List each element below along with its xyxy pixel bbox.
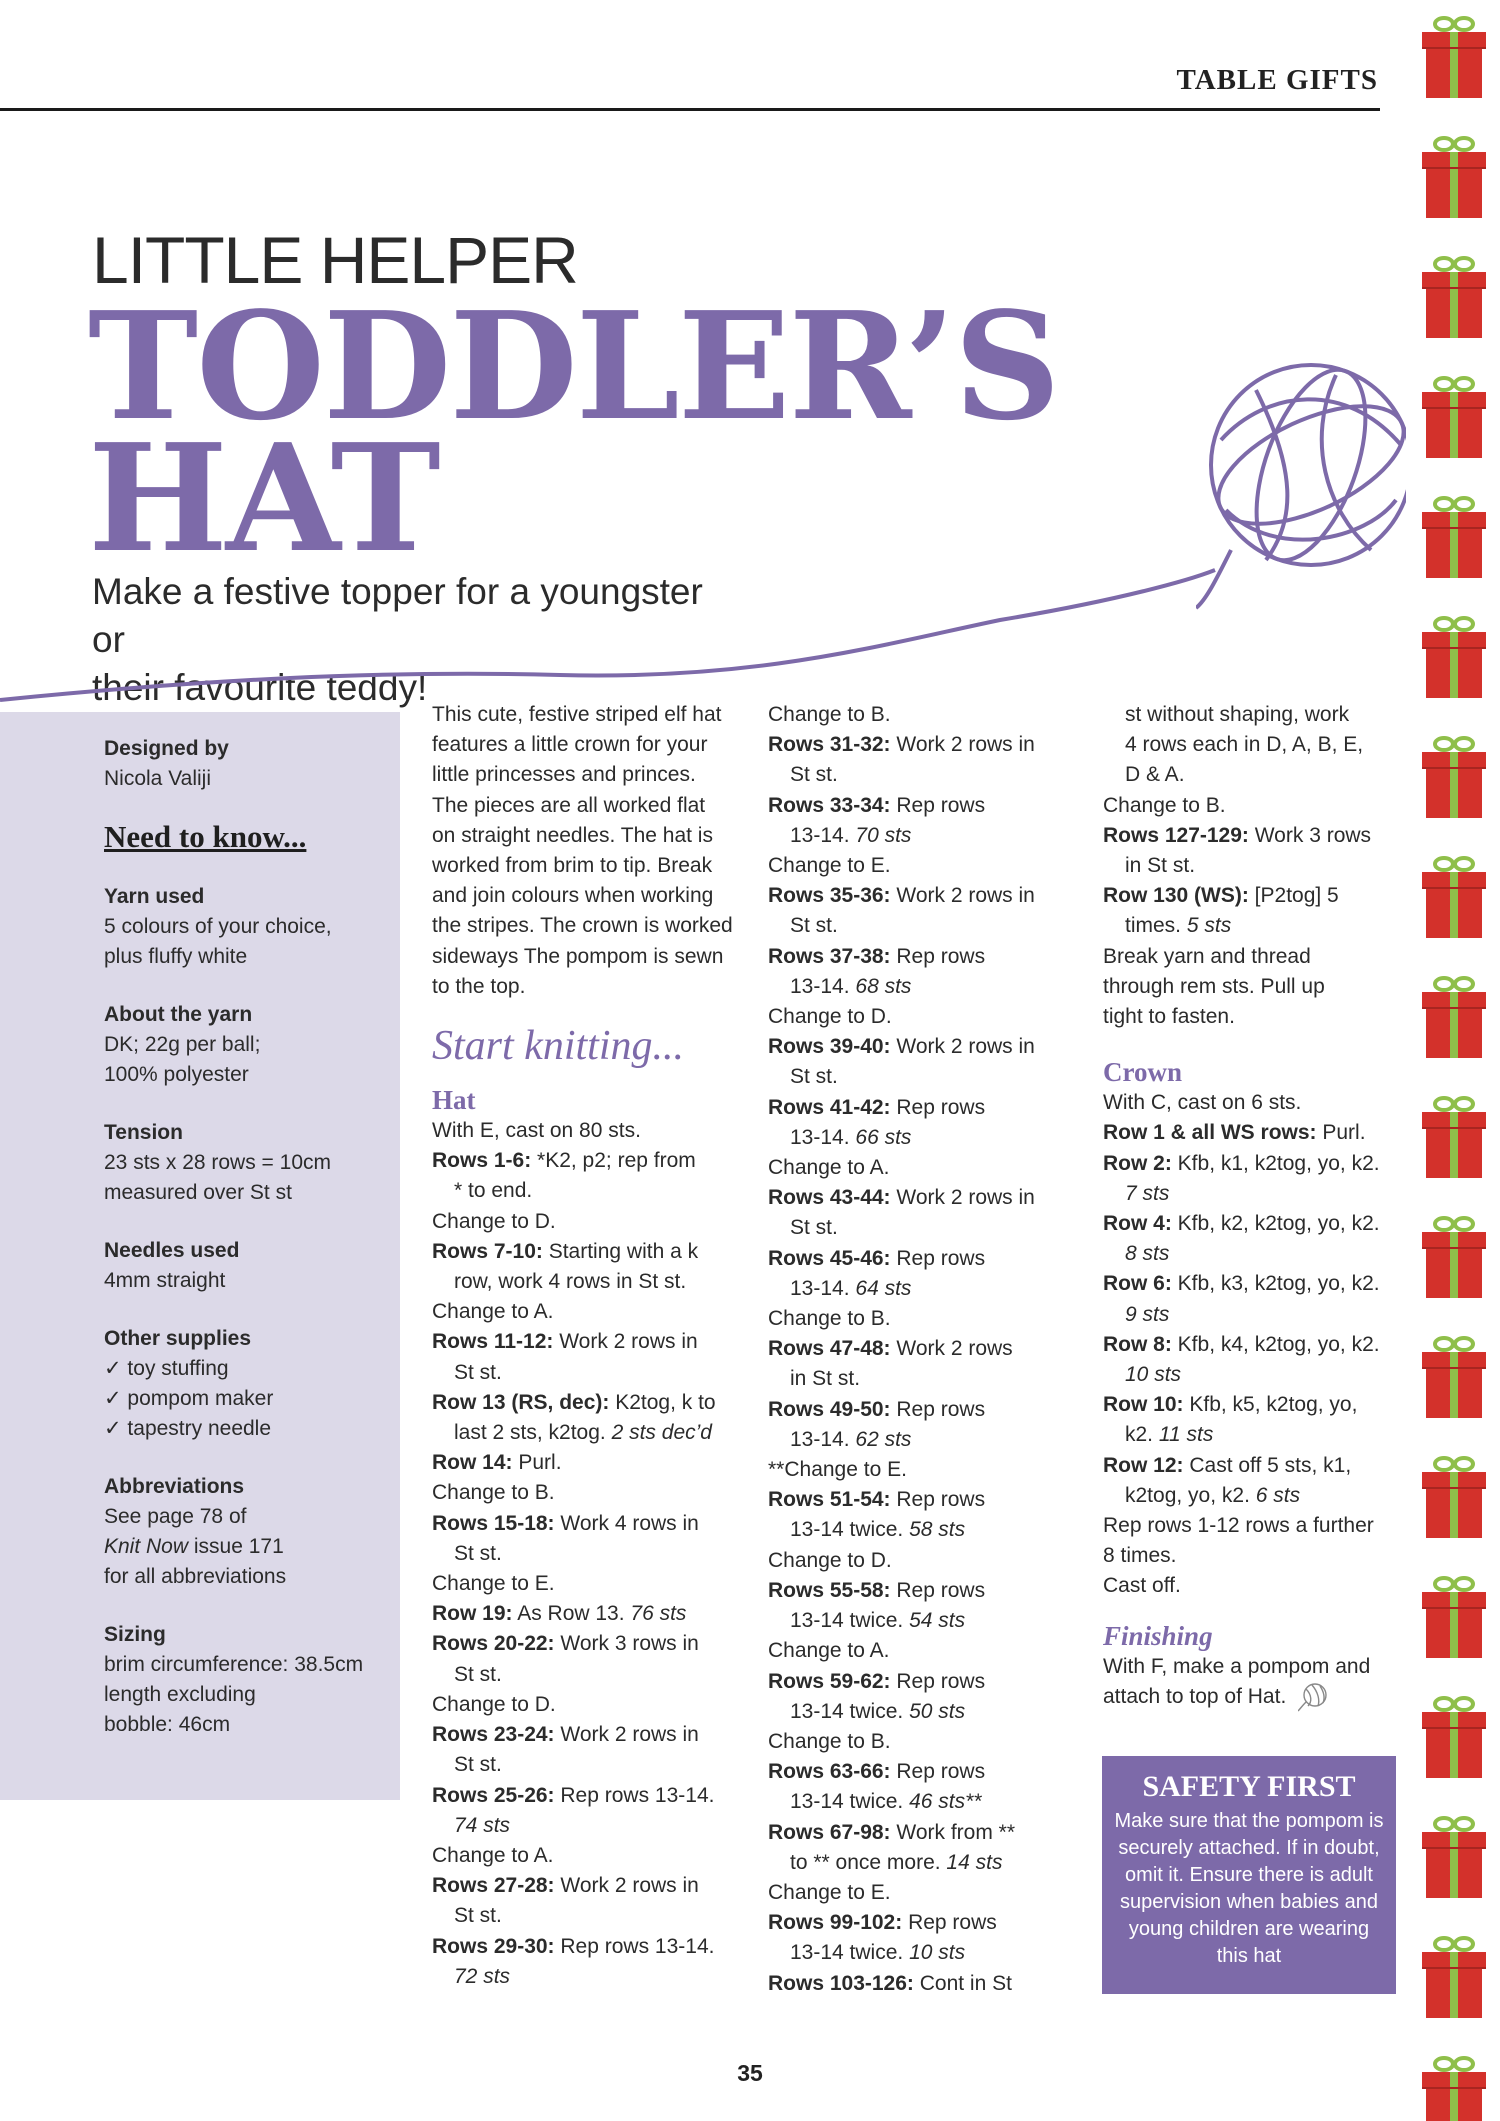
colour-change: Change to B. bbox=[768, 1307, 891, 1331]
colour-change: Change to A. bbox=[432, 1843, 554, 1867]
instruction-line: tight to fasten. bbox=[1103, 1005, 1235, 1029]
instruction-row bbox=[768, 1485, 1078, 1515]
supplies-block bbox=[104, 1324, 394, 1444]
yarn-ball-icon bbox=[1298, 1682, 1330, 1712]
kicker: LITTLE HELPER bbox=[92, 223, 578, 297]
row-text: Rep rows bbox=[890, 793, 986, 817]
instruction-line bbox=[768, 1697, 1078, 1727]
instruction-row bbox=[432, 1720, 742, 1750]
info-sidebar bbox=[0, 712, 400, 1800]
row-text: Rep rows bbox=[890, 944, 986, 968]
instruction-line: 8 times. bbox=[1103, 1544, 1177, 1568]
instruction-line bbox=[768, 1425, 1078, 1455]
row-text: Work 2 rows in bbox=[890, 1186, 1035, 1210]
row-text: last 2 sts, k2tog. bbox=[454, 1421, 612, 1445]
colour-change: Change to E. bbox=[768, 854, 891, 878]
gift-icon bbox=[1422, 258, 1486, 338]
instruction-row bbox=[1103, 1330, 1403, 1360]
intro-line: on straight needles. The hat is bbox=[432, 823, 713, 847]
instruction-line bbox=[768, 1274, 1078, 1304]
instruction-row bbox=[768, 791, 1078, 821]
colour-change: Change to E. bbox=[432, 1572, 555, 1596]
colour-change: Change to D. bbox=[432, 1209, 556, 1233]
row-label: Rows 20-22: bbox=[432, 1632, 555, 1656]
row-label: Rows 99-102: bbox=[768, 1911, 903, 1935]
colour-change: Change to E. bbox=[768, 1880, 891, 1904]
gift-icon bbox=[1422, 1098, 1486, 1178]
colour-change: Change to B. bbox=[1103, 793, 1226, 817]
page-number: 35 bbox=[737, 2060, 763, 2086]
instruction-line: Break yarn and thread bbox=[1103, 944, 1311, 968]
row-label: Rows 35-36: bbox=[768, 884, 891, 908]
colour-change: Change to A. bbox=[768, 1156, 890, 1180]
row-label: Rows 33-34: bbox=[768, 793, 891, 817]
row-text: 13-14 twice. bbox=[790, 1609, 910, 1633]
row-text: Work from ** bbox=[890, 1820, 1016, 1844]
hat-heading: Hat bbox=[432, 1085, 476, 1116]
gift-icon bbox=[1422, 618, 1486, 698]
instruction-row bbox=[432, 1599, 742, 1629]
row-text: K2tog, k to bbox=[609, 1390, 716, 1414]
yarn-used-line: plus fluffy white bbox=[104, 945, 248, 968]
row-label: Rows 37-38: bbox=[768, 944, 891, 968]
row-label: Row 4: bbox=[1103, 1212, 1172, 1236]
row-text: Work 2 rows in bbox=[553, 1330, 698, 1354]
instruction-line: St st. bbox=[790, 914, 838, 938]
designer-label: Designed by bbox=[104, 737, 229, 760]
instruction-line: in St st. bbox=[1125, 854, 1196, 878]
row-text: Rep rows bbox=[890, 1246, 986, 1270]
instruction-line bbox=[768, 1938, 1078, 1968]
about-yarn-block bbox=[104, 1000, 394, 1090]
row-label: Rows 7-10: bbox=[432, 1239, 543, 1263]
gift-icon bbox=[1422, 138, 1486, 218]
row-text: 46 sts** bbox=[909, 1790, 982, 1814]
about-yarn-line: DK; 22g per ball; bbox=[104, 1033, 261, 1056]
instruction-line bbox=[768, 1606, 1078, 1636]
row-label: Rows 27-28: bbox=[432, 1874, 555, 1898]
safety-text: Make sure that the pompom is securely attached. If in doubt, omit it. Ensure there is adult supervision when babies and young children are wearing this hat bbox=[1114, 1810, 1384, 1967]
intro-line: sideways The pompom is sewn bbox=[432, 944, 724, 968]
colour-change: Change to A. bbox=[432, 1300, 554, 1324]
instruction-line: Cast off. bbox=[1103, 1574, 1181, 1598]
row-text: 62 sts bbox=[855, 1427, 912, 1451]
row-label: Rows 51-54: bbox=[768, 1488, 891, 1512]
gift-icon bbox=[1422, 378, 1486, 458]
instruction-row bbox=[432, 1781, 742, 1811]
colour-change: Change to D. bbox=[768, 1005, 892, 1029]
instruction-row bbox=[432, 1509, 742, 1539]
gift-icon bbox=[1422, 738, 1486, 818]
row-label: Row 1 & all WS rows: bbox=[1103, 1121, 1317, 1145]
instruction-row bbox=[1103, 1451, 1403, 1481]
instruction-row bbox=[768, 1395, 1078, 1425]
row-label: Rows 43-44: bbox=[768, 1186, 891, 1210]
row-text: 13-14. bbox=[790, 974, 856, 998]
instruction-row bbox=[1103, 821, 1403, 851]
yarn-wave-line bbox=[0, 560, 1400, 710]
row-text: 2 sts dec’d bbox=[611, 1421, 712, 1445]
instruction-line: 10 sts bbox=[1125, 1363, 1182, 1387]
instruction-line bbox=[1103, 1481, 1403, 1511]
row-text: k2tog, yo, k2. bbox=[1125, 1483, 1256, 1507]
tension-line: measured over St st bbox=[104, 1181, 292, 1204]
intro-line: The pieces are all worked flat bbox=[432, 793, 706, 817]
safety-first-box bbox=[1102, 1756, 1396, 1994]
column-3 bbox=[1103, 700, 1403, 1712]
row-label: Rows 45-46: bbox=[768, 1246, 891, 1270]
gift-icon bbox=[1422, 978, 1486, 1058]
instruction-line bbox=[768, 1515, 1078, 1545]
row-label: Row 12: bbox=[1103, 1453, 1184, 1477]
row-label: Rows 41-42: bbox=[768, 1095, 891, 1119]
title-line-2: HAT bbox=[88, 411, 439, 585]
instruction-line: St st. bbox=[790, 763, 838, 787]
abbreviations-line: See page 78 of bbox=[104, 1505, 247, 1528]
instruction-row bbox=[768, 1093, 1078, 1123]
about-yarn-line: 100% polyester bbox=[104, 1063, 249, 1086]
instruction-line bbox=[1103, 1420, 1403, 1450]
instruction-row bbox=[768, 1757, 1078, 1787]
row-text: Work 2 rows in bbox=[890, 1035, 1035, 1059]
about-yarn-label: About the yarn bbox=[104, 1003, 253, 1026]
instruction-line: 8 sts bbox=[1125, 1242, 1170, 1266]
row-label: Rows 29-30: bbox=[432, 1934, 555, 1958]
intro-line: features a little crown for your bbox=[432, 733, 708, 757]
row-text: 5 sts bbox=[1186, 914, 1232, 938]
row-label: Row 8: bbox=[1103, 1332, 1172, 1356]
row-text: 54 sts bbox=[909, 1609, 966, 1633]
row-text: 13-14. bbox=[790, 1427, 856, 1451]
instruction-row bbox=[432, 1629, 742, 1659]
instruction-line bbox=[768, 1848, 1078, 1878]
instruction-line bbox=[1103, 1682, 1403, 1712]
instruction-row bbox=[432, 1146, 742, 1176]
row-text: Kfb, k4, k2tog, yo, k2. bbox=[1171, 1332, 1380, 1356]
colour-change: Change to A. bbox=[768, 1639, 890, 1663]
row-label: Row 2: bbox=[1103, 1151, 1172, 1175]
row-text: 76 sts bbox=[630, 1602, 687, 1626]
instruction-row bbox=[768, 1818, 1078, 1848]
row-text: Work 2 rows in bbox=[554, 1874, 699, 1898]
row-text: 64 sts bbox=[855, 1276, 912, 1300]
instruction-row bbox=[768, 730, 1078, 760]
row-text: Cont in St bbox=[913, 1971, 1012, 1995]
instruction-row bbox=[768, 1908, 1078, 1938]
gift-strip bbox=[1408, 0, 1500, 2121]
instruction-row bbox=[1103, 1390, 1403, 1420]
row-text: 10 sts bbox=[909, 1941, 966, 1965]
row-text: 13-14. bbox=[790, 1276, 856, 1300]
row-label: Rows 15-18: bbox=[432, 1511, 555, 1535]
row-label: Row 130 (WS): bbox=[1103, 884, 1249, 908]
abbreviations-line: for all abbreviations bbox=[104, 1565, 287, 1588]
row-text: Work 2 rows in bbox=[890, 884, 1035, 908]
row-text: 13-14 twice. bbox=[790, 1518, 910, 1542]
magazine-name: Knit Now bbox=[104, 1535, 189, 1558]
yarn-used-block bbox=[104, 882, 394, 972]
row-text: Kfb, k1, k2tog, yo, k2. bbox=[1171, 1151, 1380, 1175]
row-text: 13-14. bbox=[790, 1125, 856, 1149]
intro-line: to the top. bbox=[432, 974, 526, 998]
instruction-line: St st. bbox=[454, 1541, 502, 1565]
instruction-row bbox=[432, 1932, 742, 1962]
instruction-row bbox=[768, 1667, 1078, 1697]
abbreviations-label: Abbreviations bbox=[104, 1475, 245, 1498]
header-rule bbox=[0, 108, 1380, 111]
instruction-line bbox=[432, 1418, 742, 1448]
row-text: Work 2 rows in bbox=[890, 733, 1035, 757]
start-knitting-heading: Start knitting... bbox=[432, 1023, 684, 1070]
title-line-1: TODDLER’S bbox=[88, 279, 1059, 453]
instruction-line: With E, cast on 80 sts. bbox=[432, 1119, 641, 1143]
colour-change: Change to B. bbox=[768, 703, 891, 726]
row-label: Rows 63-66: bbox=[768, 1760, 891, 1784]
designer-block bbox=[104, 734, 394, 794]
tension-block bbox=[104, 1118, 394, 1208]
needles-line: 4mm straight bbox=[104, 1269, 226, 1292]
row-text: 68 sts bbox=[855, 974, 912, 998]
abbreviations-line bbox=[104, 1532, 394, 1562]
row-label: Rows 31-32: bbox=[768, 733, 891, 757]
needles-block bbox=[104, 1236, 394, 1296]
row-label: Row 19: bbox=[432, 1602, 513, 1626]
instruction-row bbox=[768, 1244, 1078, 1274]
row-label: Rows 39-40: bbox=[768, 1035, 891, 1059]
instruction-line: St st. bbox=[454, 1662, 502, 1686]
needles-label: Needles used bbox=[104, 1239, 240, 1262]
instruction-row bbox=[432, 1448, 742, 1478]
instruction-line: St st. bbox=[454, 1360, 502, 1384]
row-label: Rows 127-129: bbox=[1103, 823, 1249, 847]
row-text: 13-14 twice. bbox=[790, 1790, 910, 1814]
page-title bbox=[88, 279, 1059, 585]
row-text: 13-14 twice. bbox=[790, 1699, 910, 1723]
row-label: Rows 55-58: bbox=[768, 1578, 891, 1602]
row-label: Rows 49-50: bbox=[768, 1397, 891, 1421]
instruction-line: st without shaping, work bbox=[1125, 703, 1350, 726]
row-text: 66 sts bbox=[855, 1125, 912, 1149]
gift-icon bbox=[1422, 1338, 1486, 1418]
intro-line: and join colours when working bbox=[432, 884, 714, 908]
row-label: Rows 1-6: bbox=[432, 1149, 532, 1173]
gift-icon bbox=[1422, 1818, 1486, 1898]
supply-item: ✓ tapestry needle bbox=[104, 1417, 272, 1440]
gift-icon bbox=[1422, 1458, 1486, 1538]
crown-heading: Crown bbox=[1103, 1057, 1183, 1088]
sizing-line: length excluding bbox=[104, 1683, 256, 1706]
subtitle-line-1: Make a festive topper for a youngster or bbox=[92, 571, 703, 660]
gift-icon bbox=[1422, 1938, 1486, 2018]
instruction-line: With F, make a pompom and bbox=[1103, 1654, 1371, 1678]
intro-line: worked from brim to tip. Break bbox=[432, 854, 713, 878]
row-text: Rep rows bbox=[890, 1095, 986, 1119]
instruction-line bbox=[1103, 911, 1403, 941]
row-text: Rep rows 13-14. bbox=[554, 1783, 715, 1807]
row-text: Rep rows bbox=[902, 1911, 997, 1935]
row-text: 70 sts bbox=[855, 823, 912, 847]
instruction-row bbox=[432, 1871, 742, 1901]
yarn-used-label: Yarn used bbox=[104, 885, 205, 908]
column-1 bbox=[432, 700, 742, 1992]
instruction-line: * to end. bbox=[454, 1179, 533, 1203]
instruction-line bbox=[768, 1123, 1078, 1153]
abbreviations-block bbox=[104, 1472, 394, 1592]
instruction-row bbox=[1103, 881, 1403, 911]
instruction-row bbox=[1103, 1209, 1403, 1239]
gift-icon bbox=[1422, 858, 1486, 938]
row-text: Rep rows bbox=[890, 1578, 986, 1602]
row-text: Starting with a k bbox=[542, 1239, 699, 1263]
row-label: Rows 11-12: bbox=[432, 1330, 554, 1354]
row-text: Work 2 rows in bbox=[554, 1723, 699, 1747]
instruction-line: 4 rows each in D, A, B, E, bbox=[1125, 733, 1364, 757]
supply-item: ✓ pompom maker bbox=[104, 1387, 274, 1410]
row-label: Row 13 (RS, dec): bbox=[432, 1390, 610, 1414]
instruction-row bbox=[1103, 1118, 1403, 1148]
gift-icon bbox=[1422, 1578, 1486, 1658]
row-text: Kfb, k5, k2tog, yo, bbox=[1183, 1393, 1358, 1417]
row-text: k2. bbox=[1125, 1423, 1159, 1447]
row-text: Rep rows bbox=[890, 1488, 986, 1512]
row-label: Rows 25-26: bbox=[432, 1783, 555, 1807]
instruction-line: 72 sts bbox=[454, 1964, 511, 1988]
row-text: Rep rows bbox=[890, 1669, 986, 1693]
supplies-label: Other supplies bbox=[104, 1327, 252, 1350]
row-text: 14 sts bbox=[946, 1850, 1003, 1874]
instruction-line bbox=[768, 821, 1078, 851]
row-text: Work 3 rows in bbox=[554, 1632, 699, 1656]
row-label: Row 14: bbox=[432, 1451, 513, 1475]
intro-line: This cute, festive striped elf hat bbox=[432, 703, 722, 726]
row-label: Row 6: bbox=[1103, 1272, 1172, 1296]
instruction-line: in St st. bbox=[790, 1367, 861, 1391]
row-text: 6 sts bbox=[1255, 1483, 1301, 1507]
tension-line: 23 sts x 28 rows = 10cm bbox=[104, 1151, 332, 1174]
instruction-row bbox=[432, 1327, 742, 1357]
row-text: *K2, p2; rep from bbox=[531, 1149, 696, 1173]
instruction-line bbox=[768, 972, 1078, 1002]
section-title: TABLE GIFTS bbox=[1176, 64, 1378, 96]
row-text: Rep rows bbox=[890, 1397, 986, 1421]
instruction-row bbox=[1103, 1269, 1403, 1299]
subtitle-line-2: their favourite teddy! bbox=[92, 667, 428, 708]
instruction-line: through rem sts. Pull up bbox=[1103, 974, 1325, 998]
colour-change: Change to D. bbox=[432, 1692, 556, 1716]
row-text: 13-14 twice. bbox=[790, 1941, 910, 1965]
gift-icon bbox=[1422, 498, 1486, 578]
instruction-line: 9 sts bbox=[1125, 1302, 1170, 1326]
sizing-label: Sizing bbox=[104, 1623, 166, 1646]
row-label: Rows 47-48: bbox=[768, 1337, 891, 1361]
instruction-row bbox=[768, 1032, 1078, 1062]
row-text: Cast off 5 sts, k1, bbox=[1183, 1453, 1352, 1477]
row-text: Work 2 rows bbox=[890, 1337, 1013, 1361]
sizing-line: bobble: 46cm bbox=[104, 1713, 231, 1736]
row-text: 13-14. bbox=[790, 823, 856, 847]
row-text: Kfb, k3, k2tog, yo, k2. bbox=[1171, 1272, 1380, 1296]
row-text: [P2tog] 5 bbox=[1248, 884, 1339, 908]
instruction-line: Rep rows 1-12 rows a further bbox=[1103, 1514, 1374, 1538]
tension-label: Tension bbox=[104, 1121, 183, 1144]
sizing-block bbox=[104, 1620, 394, 1740]
sizing-line: brim circumference: 38.5cm bbox=[104, 1653, 364, 1676]
row-text: to ** once more. bbox=[790, 1850, 947, 1874]
row-text: Purl. bbox=[512, 1451, 562, 1475]
designer-name: Nicola Valiji bbox=[104, 767, 211, 790]
gift-icon bbox=[1422, 18, 1486, 98]
gift-icon bbox=[1422, 1218, 1486, 1298]
column-2 bbox=[768, 700, 1078, 1999]
instruction-row bbox=[768, 1183, 1078, 1213]
instruction-line: St st. bbox=[790, 1065, 838, 1089]
row-text: Rep rows bbox=[890, 1760, 986, 1784]
row-text: 50 sts bbox=[909, 1699, 966, 1723]
instruction-line: St st. bbox=[454, 1753, 502, 1777]
instruction-row bbox=[768, 881, 1078, 911]
row-text: Work 3 rows bbox=[1248, 823, 1372, 847]
row-label: Rows 103-126: bbox=[768, 1971, 914, 1995]
instruction-line: 7 sts bbox=[1125, 1181, 1170, 1205]
safety-title: SAFETY FIRST bbox=[1142, 1770, 1356, 1803]
instruction-line: 74 sts bbox=[454, 1813, 511, 1837]
intro-line: the stripes. The crown is worked bbox=[432, 914, 733, 938]
instruction-line: St st. bbox=[790, 1216, 838, 1240]
colour-change: **Change to E. bbox=[768, 1458, 907, 1482]
row-text: Kfb, k2, k2tog, yo, k2. bbox=[1171, 1212, 1380, 1236]
row-text: 58 sts bbox=[909, 1518, 966, 1542]
row-text: 11 sts bbox=[1158, 1423, 1214, 1447]
instruction-line: St st. bbox=[454, 1904, 502, 1928]
colour-change: Change to D. bbox=[768, 1548, 892, 1572]
colour-change: Change to B. bbox=[432, 1481, 555, 1505]
instruction-row bbox=[768, 1576, 1078, 1606]
colour-change: Change to B. bbox=[768, 1729, 891, 1753]
row-text: Rep rows 13-14. bbox=[554, 1934, 715, 1958]
row-text: Purl. bbox=[1316, 1121, 1366, 1145]
gift-icon bbox=[1422, 1698, 1486, 1778]
instruction-row bbox=[1103, 1149, 1403, 1179]
instruction-row bbox=[432, 1237, 742, 1267]
issue-text: issue 171 bbox=[188, 1535, 284, 1558]
intro-line: little princesses and princes. bbox=[432, 763, 696, 787]
yarn-used-line: 5 colours of your choice, bbox=[104, 915, 332, 938]
row-text: Work 4 rows in bbox=[554, 1511, 699, 1535]
instruction-line bbox=[768, 1787, 1078, 1817]
instruction-line: row, work 4 rows in St st. bbox=[454, 1270, 687, 1294]
need-to-know-heading: Need to know... bbox=[104, 819, 307, 854]
row-text: As Row 13. bbox=[512, 1602, 631, 1626]
instruction-line: D & A. bbox=[1125, 763, 1185, 787]
supply-item: ✓ toy stuffing bbox=[104, 1357, 229, 1380]
row-text: times. bbox=[1125, 914, 1187, 938]
row-text: attach to top of Hat. bbox=[1103, 1684, 1287, 1708]
instruction-row bbox=[768, 1334, 1078, 1364]
instruction-row bbox=[432, 1388, 742, 1418]
row-label: Rows 67-98: bbox=[768, 1820, 891, 1844]
instruction-row bbox=[768, 942, 1078, 972]
instruction-row bbox=[768, 1969, 1078, 1999]
row-label: Rows 23-24: bbox=[432, 1723, 555, 1747]
row-label: Rows 59-62: bbox=[768, 1669, 891, 1693]
row-label: Row 10: bbox=[1103, 1393, 1184, 1417]
finishing-heading: Finishing bbox=[1103, 1620, 1213, 1651]
instruction-line: With C, cast on 6 sts. bbox=[1103, 1091, 1302, 1115]
